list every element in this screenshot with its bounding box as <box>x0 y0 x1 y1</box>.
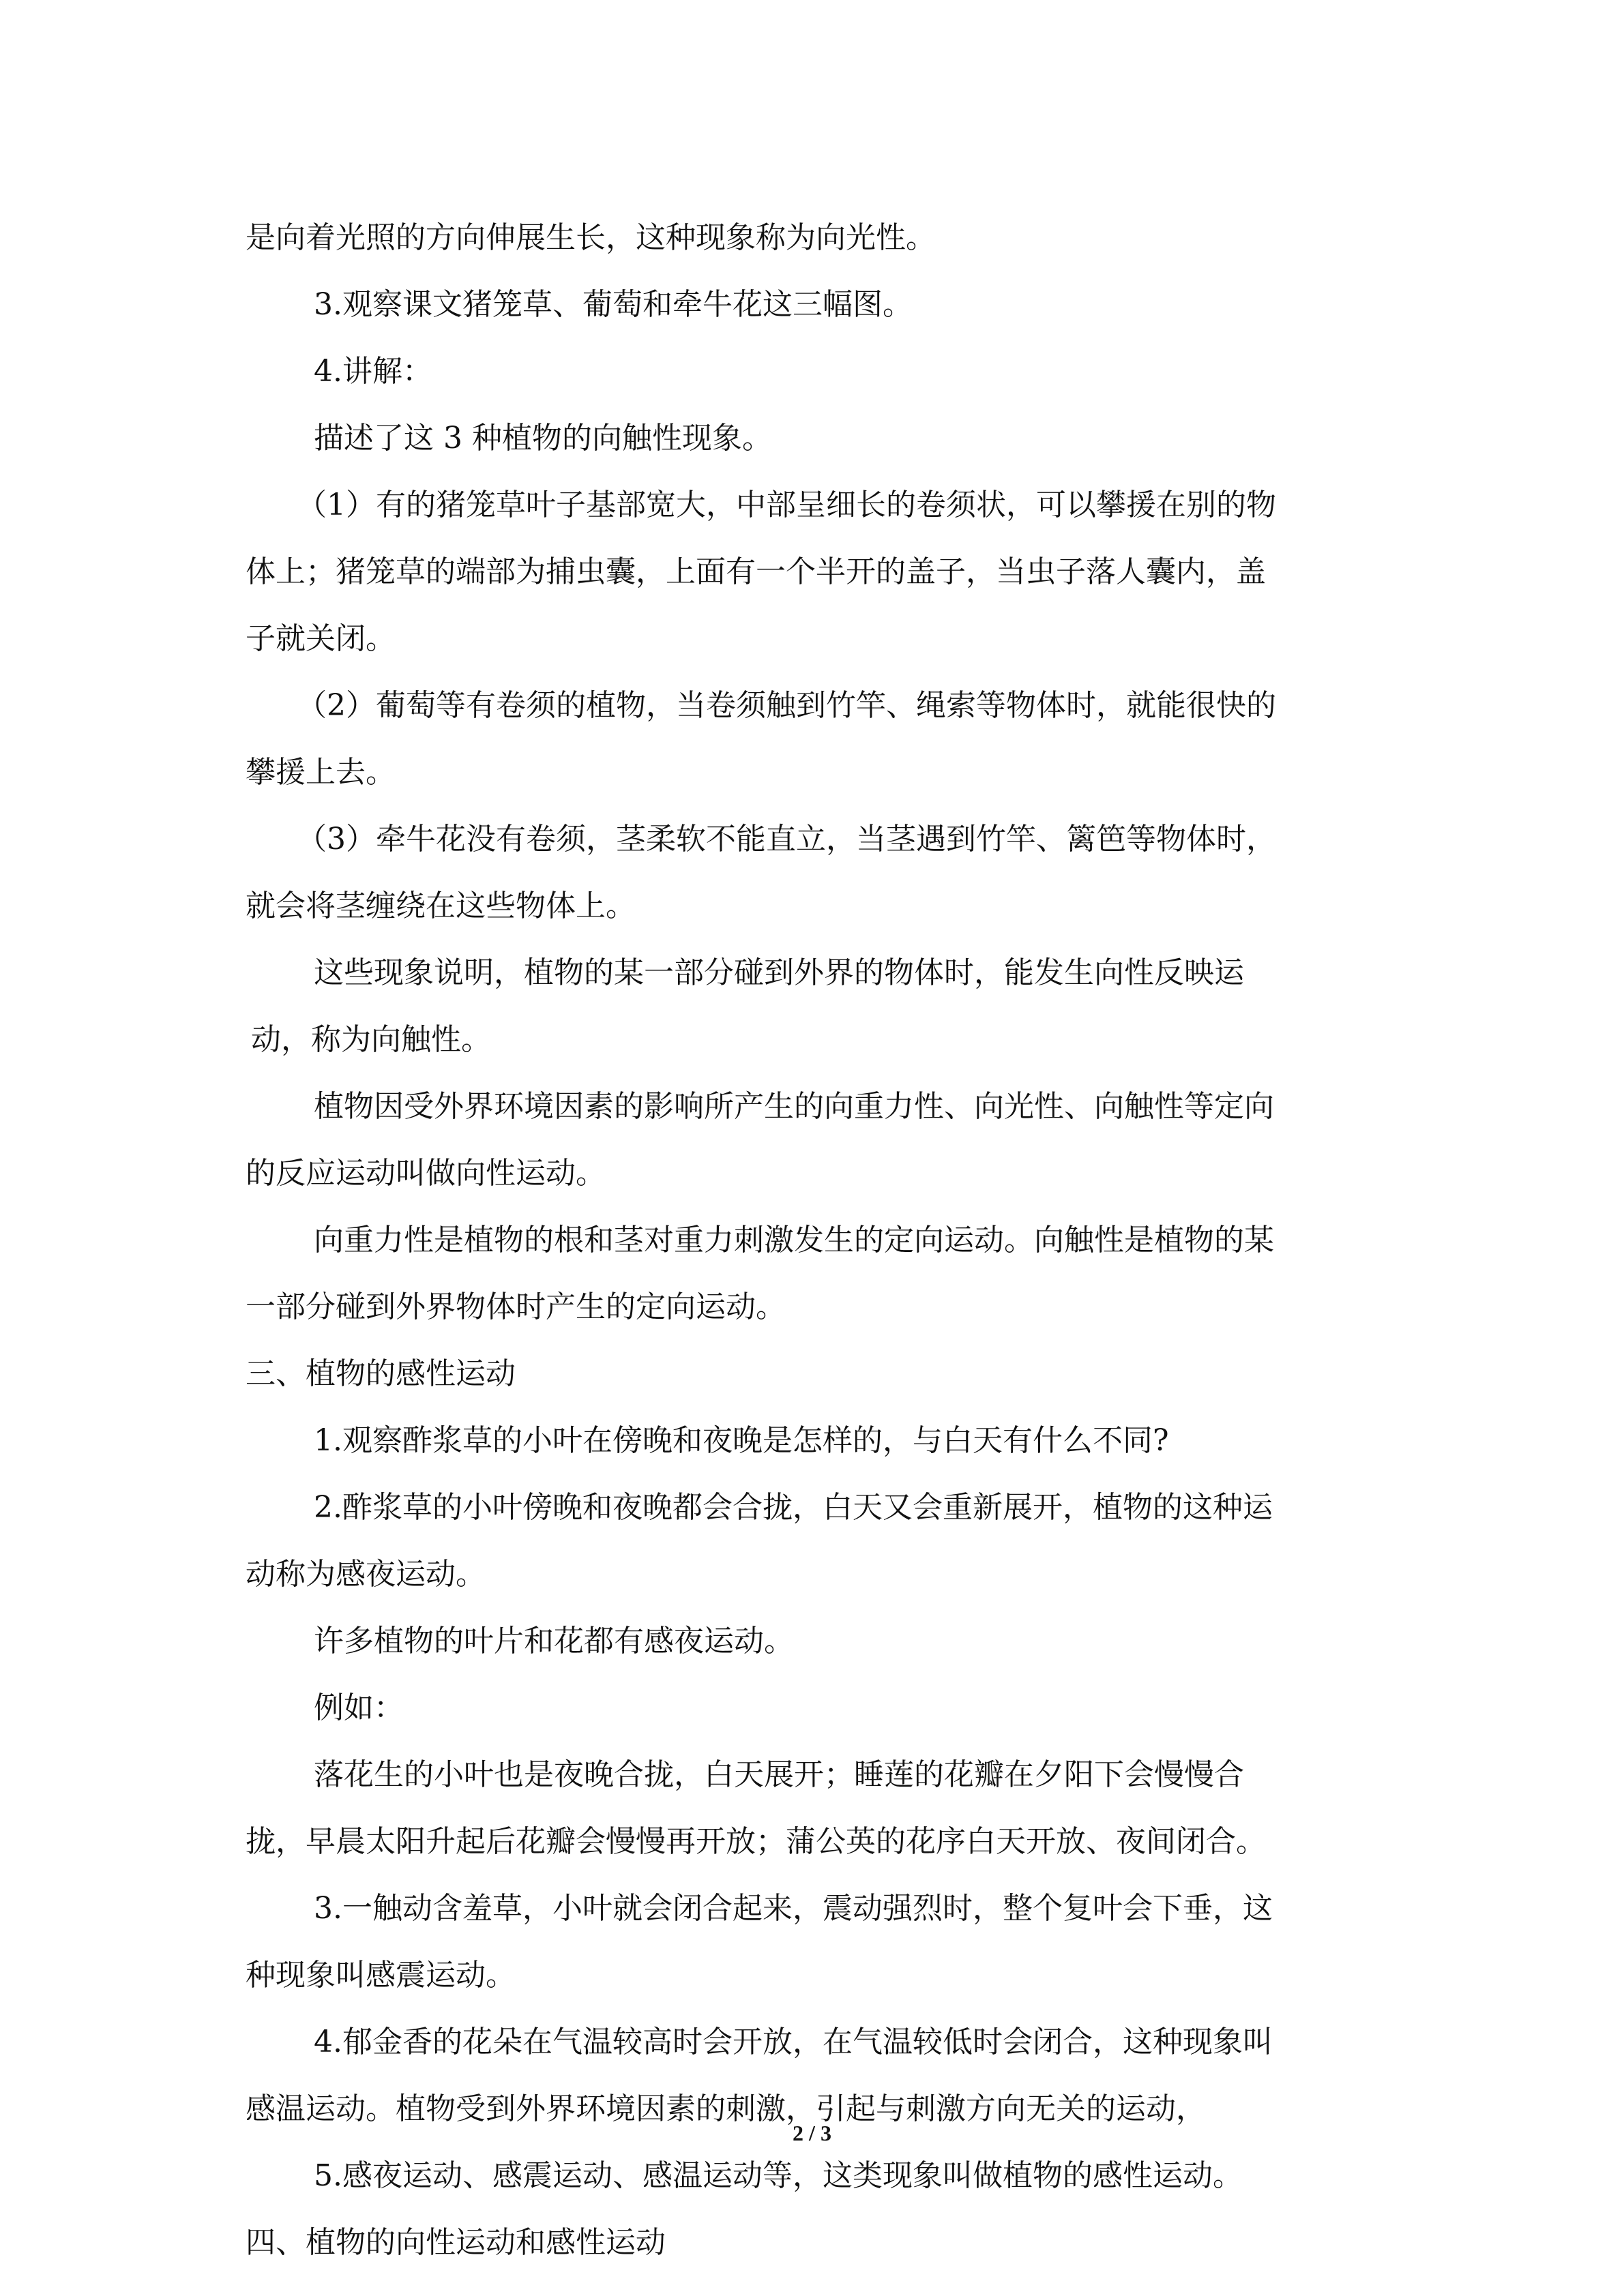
text-line: 是向着光照的方向伸展生长，这种现象称为向光性。 <box>246 220 936 255</box>
text-line: （2）葡萄等有卷须的植物，当卷须触到竹竿、绳索等物体时，就能很快的 <box>297 688 1276 723</box>
text-line: 就会将茎缠绕在这些物体上。 <box>246 889 636 923</box>
section-heading: 四、植物的向性运动和感性运动 <box>246 2225 666 2260</box>
text-line: 3.一触动含羞草，小叶就会闭合起来，震动强烈时，整个复叶会下垂，这 <box>314 1891 1273 1926</box>
text-line: 5.感夜运动、感震运动、感温运动等，这类现象叫做植物的感性运动。 <box>314 2158 1243 2193</box>
text-line: 这些现象说明，植物的某一部分碰到外界的物体时，能发生向性反映运 <box>314 955 1244 990</box>
text-line: 向重力性是植物的根和茎对重力刺激发生的定向运动。向触性是植物的某 <box>314 1223 1274 1257</box>
text-line: 的反应运动叫做向性运动。 <box>246 1156 606 1191</box>
text-line: 4.郁金香的花朵在气温较高时会开放，在气温较低时会闭合，这种现象叫 <box>314 2025 1273 2059</box>
text-line: （3）牵牛花没有卷须，茎柔软不能直立，当茎遇到竹竿、篱笆等物体时， <box>297 822 1276 856</box>
text-line: 植物因受外界环境因素的影响所产生的向重力性、向光性、向触性等定向 <box>314 1089 1274 1124</box>
text-line: 感温运动。植物受到外界环境因素的刺激，引起与刺激方向无关的运动， <box>246 2091 1206 2126</box>
text-line: （1）有的猪笼草叶子基部宽大，中部呈细长的卷须状，可以攀援在别的物 <box>297 488 1276 522</box>
text-line: 动称为感夜运动。 <box>246 1557 486 1592</box>
text-line: 种现象叫感震运动。 <box>246 1958 516 1993</box>
document-body <box>246 205 1378 2276</box>
text-line: 体上；猪笼草的端部为捕虫囊，上面有一个半开的盖子，当虫子落人囊内，盖 <box>246 554 1266 589</box>
text-line: 描述了这 3 种植物的向触性现象。 <box>314 421 772 456</box>
text-line: 一部分碰到外界物体时产生的定向运动。 <box>246 1289 786 1324</box>
text-line: 4.讲解： <box>314 354 432 389</box>
text-line: 落花生的小叶也是夜晚合拢，白天展开；睡莲的花瓣在夕阳下会慢慢合 <box>314 1757 1244 1792</box>
text-line: 许多植物的叶片和花都有感夜运动。 <box>314 1624 794 1658</box>
text-line: 子就关闭。 <box>246 621 396 656</box>
text-line: 拢，早晨太阳升起后花瓣会慢慢再开放；蒲公英的花序白天开放、夜间闭合。 <box>246 1824 1266 1859</box>
text-line: 例如： <box>314 1690 404 1725</box>
text-line: 动，称为向触性。 <box>251 1022 491 1057</box>
section-heading: 三、植物的感性运动 <box>246 1356 516 1391</box>
text-line: 3.观察课文猪笼草、葡萄和牵牛花这三幅图。 <box>314 287 913 322</box>
text-line: 攀援上去。 <box>246 755 396 790</box>
text-line: 2.酢浆草的小叶傍晚和夜晚都会合拢，白天又会重新展开，植物的这种运 <box>314 1490 1273 1525</box>
text-line: 1.观察酢浆草的小叶在傍晚和夜晚是怎样的，与白天有什么不同? <box>314 1423 1169 1458</box>
page-number: 2 / 3 <box>793 2121 831 2145</box>
